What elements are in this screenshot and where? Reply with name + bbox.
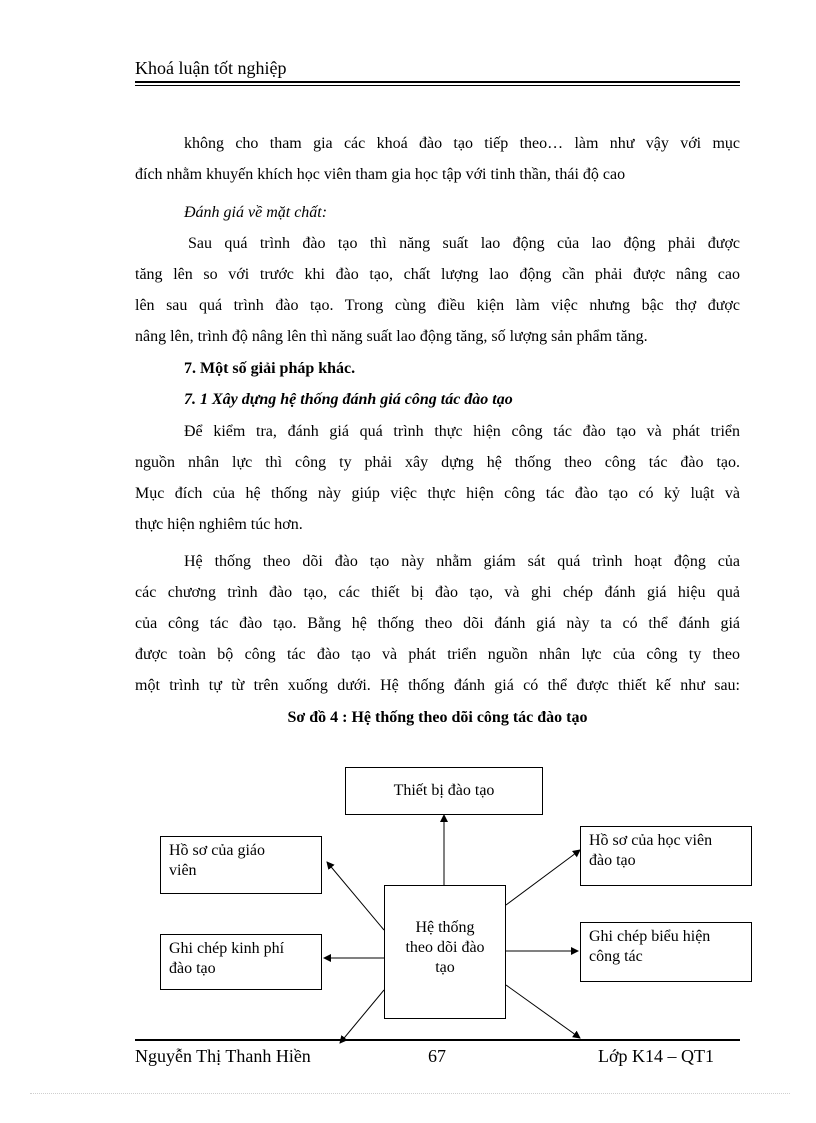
box-teacher-records xyxy=(160,836,322,894)
box-work-performance-records xyxy=(580,922,752,982)
box-line: viên xyxy=(169,862,197,879)
center-line: tạo xyxy=(435,959,455,976)
page-bottom-dotted-rule xyxy=(30,1093,790,1094)
footer-class: Lớp K14 – QT1 xyxy=(598,1046,715,1066)
box-line: Ghi chép biểu hiện xyxy=(589,928,711,945)
box-training-equipment: Thiết bị đào tạo xyxy=(345,767,543,815)
text-line: không cho tham gia các khoá đào tạo tiếp theo… làm như vậy với mục xyxy=(184,135,740,152)
arrow-to-right-top xyxy=(506,850,580,905)
arrow-to-left-top xyxy=(327,862,384,930)
footer-author: Nguyễn Thị Thanh Hiền xyxy=(135,1046,311,1066)
box-learner-records xyxy=(580,826,752,886)
footer-rule xyxy=(135,1039,740,1041)
text-line: Sau quá trình đào tạo thì năng suất lao động của lao động phải được xyxy=(188,235,740,252)
text-line: các chương trình đào tạo, các thiết bị đào tạo, và ghi chép đánh giá hiệu quả xyxy=(135,584,740,601)
text-line: Mục đích của hệ thống này giúp việc thực hiện công tác đào tạo có kỷ luật và xyxy=(135,485,740,502)
text-line: nguồn nhân lực thì công ty phải xây dựng hệ thống theo công tác đào tạo. xyxy=(135,454,740,471)
box-line: Hồ sơ của giáo xyxy=(169,842,265,859)
box-line: công tác xyxy=(589,948,643,965)
text-line: lên sau quá trình đào tạo. Trong cùng điều kiện làm việc nhưng bậc thợ được xyxy=(135,297,740,314)
diagram-caption: Sơ đồ 4 : Hệ thống theo dõi công tác đào tạo xyxy=(287,709,588,726)
subheading-quality: Đánh giá về mặt chất: xyxy=(184,204,328,221)
text-line: nâng lên, trình độ nâng lên thì năng suất lao động tăng, số lượng sản phẩm tăng. xyxy=(135,328,648,345)
box-line: đào tạo xyxy=(169,960,216,977)
text-line: của công tác đào tạo. Bằng hệ thống theo dõi đánh giá này ta có thể đánh giá xyxy=(135,615,740,632)
center-line: Hệ thống xyxy=(415,919,475,936)
text-line: Hệ thống theo dõi đào tạo này nhằm giám sát quá trình hoạt động của xyxy=(184,553,740,570)
text-line: được toàn bộ công tác đào tạo và phát triển nguồn nhân lực của công ty theo xyxy=(135,646,740,663)
section-heading-7-1: 7. 1 Xây dựng hệ thống đánh giá công tác đào tạo xyxy=(184,391,513,408)
arrow-to-left-bottom xyxy=(340,990,384,1043)
text-line: một trình tự từ trên xuống dưới. Hệ thống đánh giá có thể được thiết kế như sau: xyxy=(135,677,740,694)
arrow-to-right-bottom xyxy=(506,985,580,1038)
running-header-title: Khoá luận tốt nghiệp xyxy=(135,58,287,78)
text-line: thực hiện nghiêm túc hơn. xyxy=(135,516,303,533)
footer-page-number: 67 xyxy=(428,1046,446,1066)
text-line: tăng lên so với trước khi đào tạo, chất lượng lao động cần phải được nâng cao xyxy=(135,266,740,283)
box-line: đào tạo xyxy=(589,852,636,869)
box-line: Ghi chép kinh phí xyxy=(169,940,285,957)
box-training-cost-records xyxy=(160,934,322,990)
box-center-system xyxy=(384,885,506,1019)
text-line: Để kiểm tra, đánh giá quá trình thực hiện công tác đào tạo và phát triển xyxy=(184,423,740,440)
text-line: đích nhằm khuyến khích học viên tham gia học tập với tinh thần, thái độ cao xyxy=(135,166,626,183)
box-line: Hồ sơ của học viên xyxy=(589,832,713,849)
center-line: theo dõi đào xyxy=(405,939,485,956)
section-heading-7: 7. Một số giải pháp khác. xyxy=(184,360,356,377)
